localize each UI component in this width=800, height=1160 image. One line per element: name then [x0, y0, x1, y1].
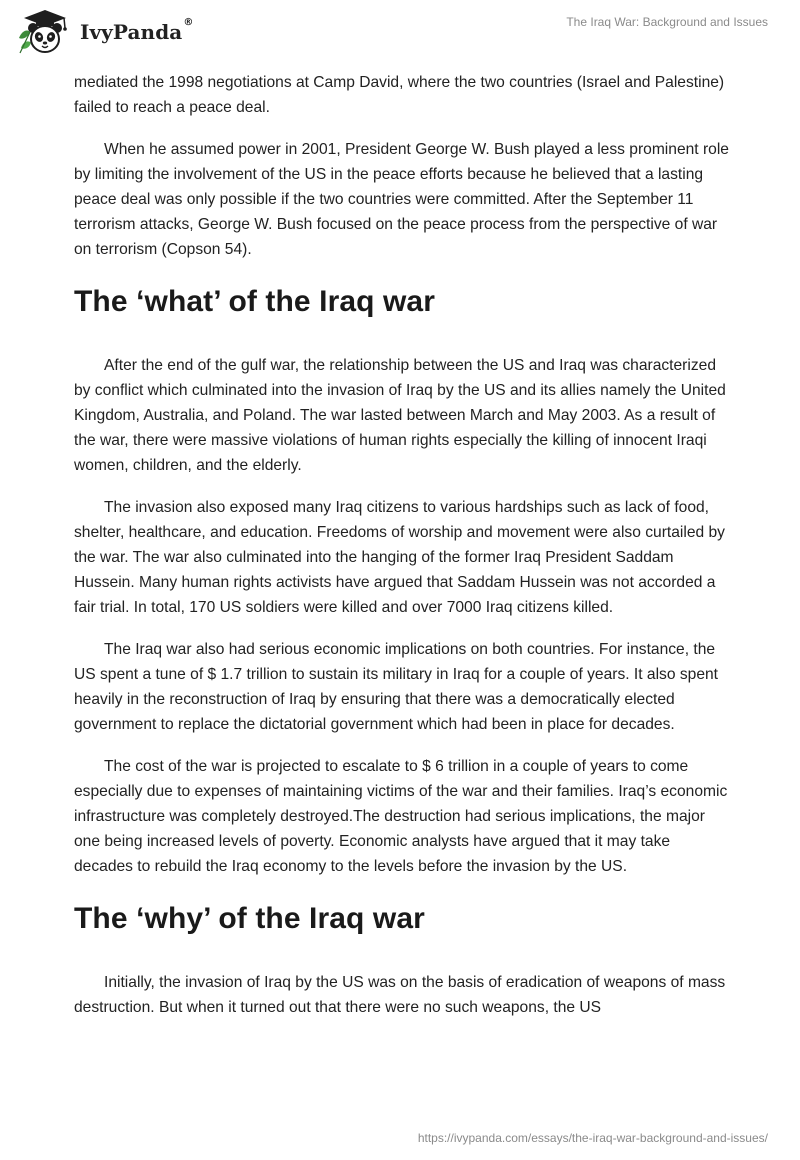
paragraph: After the end of the gulf war, the relationship between the US and Iraq was characterized by conflict which culminated into the invasion of Iraq by the US and its allies namely the United Kingdom, Australia, and Poland. The war lasted between March and May 2003. As a result of the war, there were massive violations of human rights especially the killing of innocent Iraqi women, children, and the elderly.	[74, 357, 726, 474]
paragraph: mediated the 1998 negotiations at Camp David, where the two countries (Israel and Palestine) failed to reach a peace deal.	[74, 74, 725, 116]
document-title: The Iraq War: Background and Issues	[566, 15, 768, 29]
paragraph: The Iraq war also had serious economic implications on both countries. For instance, the US spent a tune of $ 1.7 trillion to sustain its military in Iraq for a couple of years. It also spent heavily in the reconstruction of Iraq by ensuring that there was a democratically elected government to replace the dictatorial government which had been in place for decades.	[74, 641, 718, 733]
section-heading-what: The ‘what’ of the Iraq war	[74, 285, 435, 318]
paragraph: The invasion also exposed many Iraq citizens to various hardships such as lack of food, shelter, healthcare, and education. Freedoms of worship and movement were also curtailed by the war. The war also culminated into the hanging of the former Iraq President Saddam Hussein. Many human rights activists have argued that Saddam Hussein was not accorded a fair trial. In total, 170 US soldiers were killed and over 7000 Iraq citizens killed.	[74, 499, 725, 616]
ivypanda-logo[interactable]	[16, 8, 193, 56]
brand-name: IvyPanda®	[80, 17, 194, 44]
page-header	[0, 0, 800, 70]
source-url[interactable]: https://ivypanda.com/essays/the-iraq-war-background-and-issues/	[417, 1131, 768, 1145]
paragraph: When he assumed power in 2001, President George W. Bush played a less prominent role by limiting the involvement of the US in the peace efforts because he believed that a lasting peace deal was only possible if the two countries were committed. After the September 11 terrorism attacks, George W. Bush focused on the peace process from the perspective of war on terrorism (Copson 54).	[74, 141, 729, 258]
paragraph: The cost of the war is projected to escalate to $ 6 trillion in a couple of years to come especially due to expenses of maintaining victims of the war and their families. Iraq’s economic infrastructure was completely destroyed.The destruction had serious implications, the major one being increased levels of poverty. Economic analysts have argued that it may take decades to rebuild the Iraq economy to the levels before the invasion by the US.	[74, 758, 728, 875]
paragraph: Initially, the invasion of Iraq by the US was on the basis of eradication of weapons of mass destruction. But when it turned out that there were no such weapons, the US	[74, 974, 726, 1016]
registered-mark: ®	[183, 17, 194, 29]
essay-content	[74, 70, 730, 1037]
panda-mascot-icon	[16, 8, 74, 56]
section-heading-why: The ‘why’ of the Iraq war	[74, 902, 425, 935]
